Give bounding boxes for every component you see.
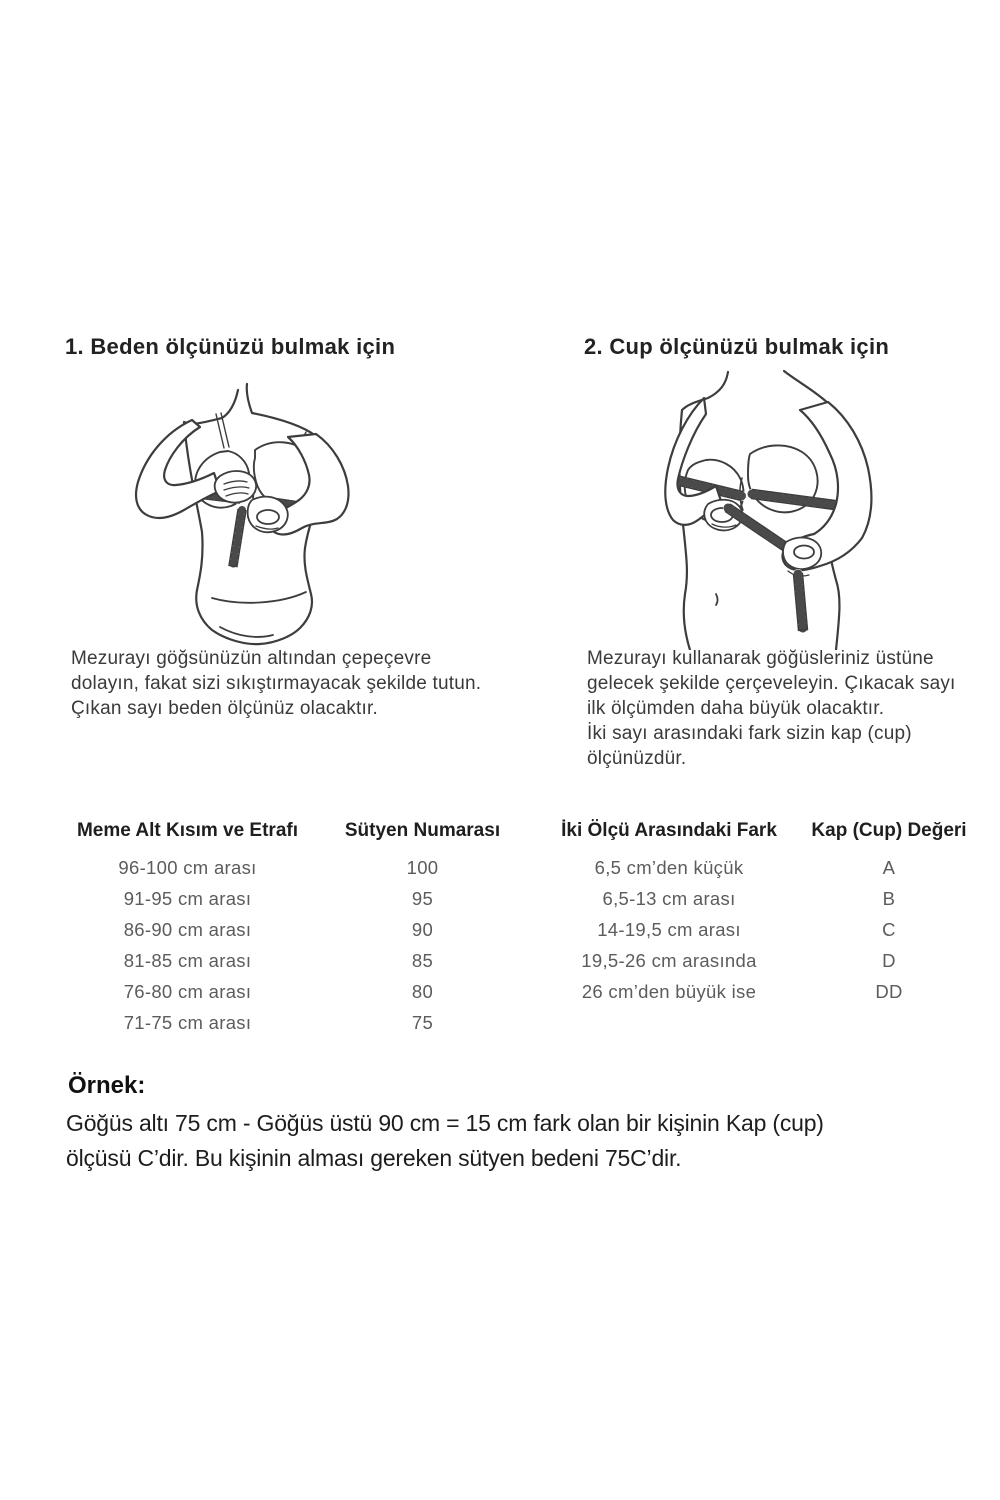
band-table-row <box>60 914 530 945</box>
cup-table-header-row <box>557 820 997 852</box>
cup-value-cell: B <box>882 887 896 909</box>
cup-description-part1: Mezurayı kullanarak göğüsleriniz üstüne gelecek şekilde çerçeveleyin. Çıkacak sayı ilk ölçümden daha büyük olacaktır. <box>587 648 956 719</box>
cup-table-header-cup: Kap (Cup) Değeri <box>811 820 967 841</box>
cup-table-row <box>557 852 997 883</box>
band-range-cell: 91-95 cm arası <box>123 887 252 909</box>
band-range-cell: 96-100 cm arası <box>118 856 257 878</box>
cup-size-table <box>557 820 997 1007</box>
example-line-2: ölçüsü C’dir. Bu kişinin alması gereken sütyen bedeni 75C’dir. <box>66 1145 682 1171</box>
band-table-row <box>60 1007 530 1038</box>
band-range-cell: 71-75 cm arası <box>123 1011 252 1033</box>
band-table-header-range: Meme Alt Kısım ve Etrafı <box>76 820 299 841</box>
band-table-row <box>60 883 530 914</box>
example-title: Örnek: <box>68 1072 146 1099</box>
band-table-header-row <box>60 820 530 852</box>
cup-value-cell: A <box>882 856 896 878</box>
band-size-cell: 100 <box>406 856 439 878</box>
cup-table-row <box>557 976 997 1007</box>
band-size-cell: 95 <box>411 887 434 909</box>
band-range-cell: 76-80 cm arası <box>123 980 252 1002</box>
cup-difference-cell: 6,5 cm’den küçük <box>594 856 744 878</box>
cup-difference-cell: 26 cm’den büyük ise <box>581 980 757 1002</box>
overbust-measuring-illustration <box>600 358 950 650</box>
band-size-cell: 80 <box>411 980 434 1002</box>
cup-difference-cell: 6,5-13 cm arası <box>602 887 736 909</box>
cup-value-cell: DD <box>875 980 903 1002</box>
band-size-table <box>60 820 530 1038</box>
cup-table-row <box>557 914 997 945</box>
band-range-cell: 81-85 cm arası <box>123 949 252 971</box>
cup-difference-cell: 19,5-26 cm arasında <box>581 949 757 971</box>
cup-difference-cell: 14-19,5 cm arası <box>597 918 741 940</box>
band-section-heading: 1. Beden ölçünüzü bulmak için <box>65 334 396 359</box>
band-size-cell: 85 <box>411 949 434 971</box>
cup-table-row <box>557 883 997 914</box>
cup-value-cell: D <box>882 949 896 971</box>
band-range-cell: 86-90 cm arası <box>123 918 252 940</box>
band-size-cell: 75 <box>411 1011 434 1033</box>
band-table-row <box>60 945 530 976</box>
underbust-measuring-illustration <box>100 380 450 650</box>
band-table-row <box>60 976 530 1007</box>
band-section-description: Mezurayı göğsünüzün altından çepeçevre dolayın, fakat sizi sıkıştırmayacak şekilde tutun. Çıkan sayı beden ölçünüz olacaktır. <box>71 648 482 719</box>
band-size-cell: 90 <box>411 918 434 940</box>
cup-description-part2: İki sayı arasındaki fark sizin kap (cup) ölçünüzdür. <box>587 723 912 769</box>
example-line-1: Göğüs altı 75 cm - Göğüs üstü 90 cm = 15 cm fark olan bir kişinin Kap (cup) <box>66 1110 824 1136</box>
cup-section-description <box>587 646 977 771</box>
cup-table-row <box>557 945 997 976</box>
cup-value-cell: C <box>882 918 896 940</box>
cup-table-header-difference: İki Ölçü Arasındaki Fark <box>561 820 777 841</box>
example-text <box>66 1106 946 1176</box>
band-table-row <box>60 852 530 883</box>
cup-section-heading: 2. Cup ölçünüzü bulmak için <box>584 334 890 359</box>
band-table-header-size: Sütyen Numarası <box>344 820 501 841</box>
